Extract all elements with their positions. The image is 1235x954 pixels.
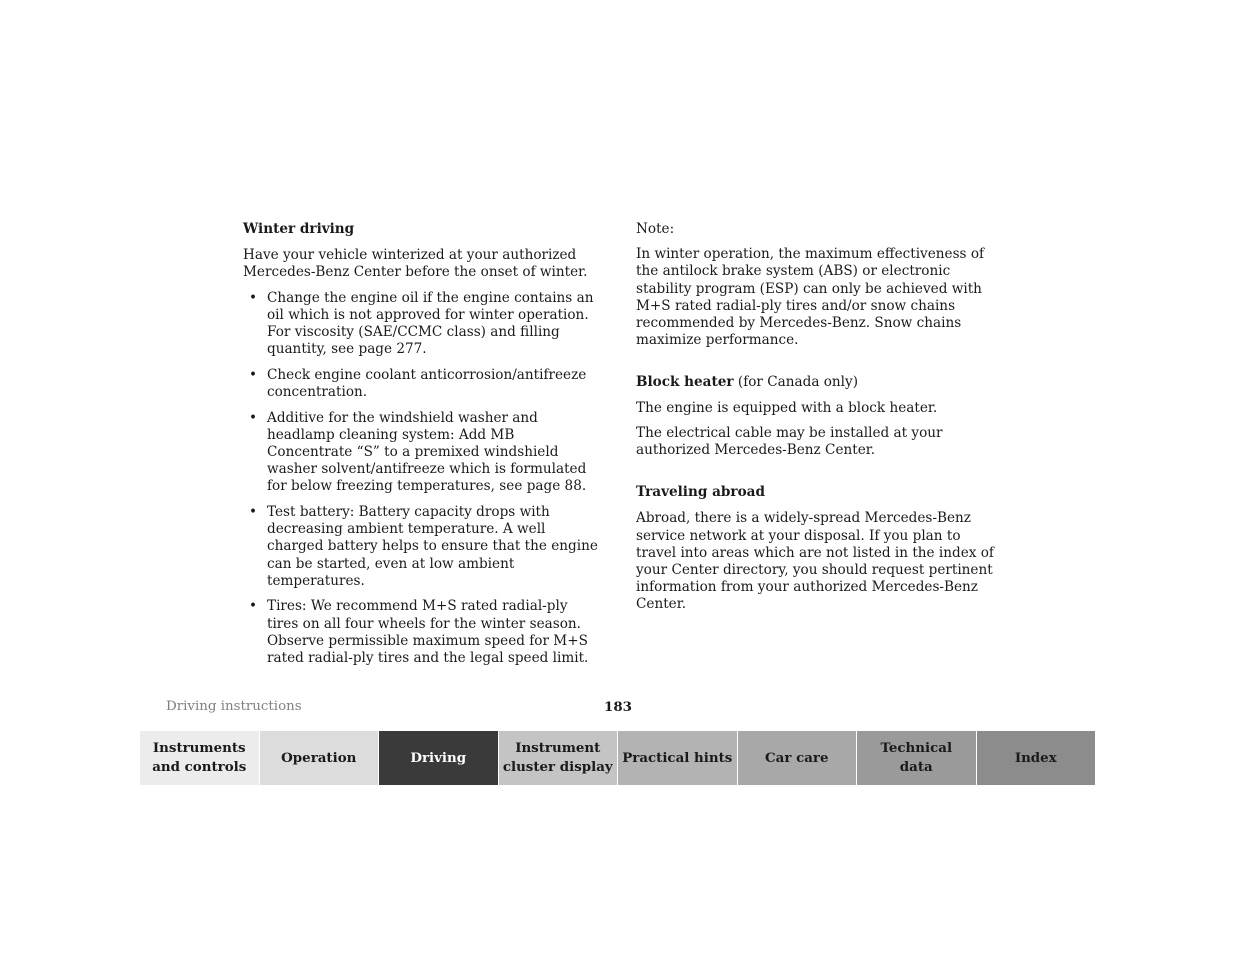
tab-car-care[interactable]: Car care: [738, 731, 858, 785]
note-label: Note:: [636, 221, 675, 237]
block-heater-title: [636, 374, 996, 391]
list-item: • Check engine coolant anticorrosion/antifreeze concentration.: [249, 366, 587, 401]
list-item: • Test battery: Battery capacity drops with decreasing ambient temperature. A well charged battery helps to ensure that the engine can be started, even at low ambient temperatures.: [249, 504, 598, 589]
tab-technical-data[interactable]: Technical data: [857, 731, 977, 785]
note-text: In winter operation, the maximum effectiveness of the antilock brake system (ABS) or electronic stability program (ESP) can only be achieved with M+S rated radial-ply tires and/or snow chains recommended by Mercedes-Benz. Snow chains maximize performance.: [636, 246, 985, 349]
list-item: • Change the engine oil if the engine contains an oil which is not approved for winter operation. For viscosity (SAE/CCMC class) and filling quantity, see page 277.: [249, 289, 594, 358]
tab-instrument-cluster-display[interactable]: Instrument cluster display: [499, 731, 619, 785]
traveling-abroad-heading: Traveling abroad: [636, 484, 765, 501]
tab-index[interactable]: Index: [977, 731, 1096, 785]
tab-instruments-and-controls[interactable]: Instruments and controls: [140, 731, 260, 785]
winter-checklist: [243, 290, 601, 668]
tab-practical-hints[interactable]: Practical hints: [618, 731, 738, 785]
page-number: 183: [604, 699, 632, 715]
winter-driving-heading: Winter driving: [243, 221, 355, 237]
right-column: [636, 221, 996, 622]
bullet-icon: •: [249, 409, 258, 426]
tab-operation[interactable]: Operation: [260, 731, 380, 785]
bullet-icon: •: [249, 366, 258, 383]
footer-section-title: Driving instructions: [166, 699, 302, 714]
traveling-abroad-text: Abroad, there is a widely-spread Mercedes-Benz service network at your disposal. If you plan to travel into areas which are not listed in the index of your Center directory, you should request pertinent information from your authorized Mercedes-Benz Center.: [636, 510, 994, 613]
left-column: [243, 221, 601, 676]
block-heater-p2: The electrical cable may be installed at your authorized Mercedes-Benz Center.: [636, 424, 943, 459]
block-heater-p1: The engine is equipped with a block heater.: [636, 399, 938, 416]
chapter-nav: [140, 731, 1095, 785]
block-heater-heading: Block heater: [636, 374, 734, 391]
bullet-icon: •: [249, 598, 258, 615]
winter-driving-intro: Have your vehicle winterized at your authorized Mercedes-Benz Center before the onset of winter.: [243, 247, 588, 281]
bullet-icon: •: [249, 289, 258, 306]
list-item: • Tires: We recommend M+S rated radial-ply tires on all four wheels for the winter season. Observe permissible maximum speed for M+S rated radial-ply tires and the legal speed limit.: [249, 598, 589, 667]
list-item: • Additive for the windshield washer and headlamp cleaning system: Add MB Concentrate “S” to a premixed windshield washer solvent/antifreeze which is formulated for below freezing temperatures, see page 88.: [249, 409, 587, 495]
tab-driving[interactable]: Driving: [379, 731, 499, 785]
bullet-icon: •: [249, 504, 258, 521]
block-heater-qualifier: (for Canada only): [733, 374, 859, 391]
